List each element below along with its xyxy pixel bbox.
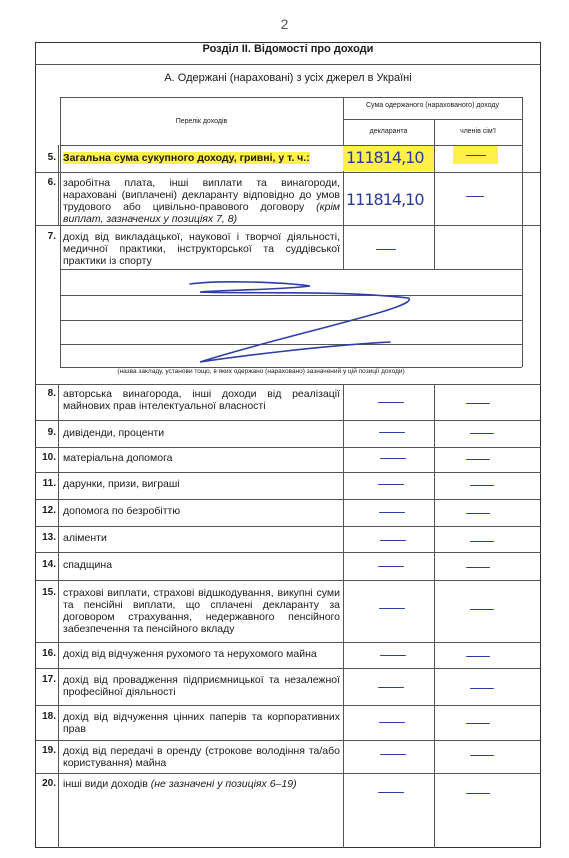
row-number: 11. [42, 478, 56, 489]
salary-income-label: заробітна плата, інші виплати та винагороди, нараховані (виплачені) декларанту відповідно до умов трудового або цивільно-правового договору (крім виплат, зазначених у позиціях 7, 8) [63, 177, 340, 225]
row-number: 7. [47, 231, 56, 242]
row-number: 13. [42, 532, 56, 543]
divider [434, 119, 435, 269]
declarant-teaching-dash [376, 249, 396, 250]
header-family-label: членів сім'ї [460, 128, 496, 135]
divider [35, 384, 541, 385]
family-dash [470, 541, 494, 542]
family-dash [466, 403, 490, 404]
header-amount-label: Сума одержаного (нарахованого) доходу [365, 102, 499, 109]
header-list-label: Перелік доходів [175, 118, 228, 125]
declarant-total-handwritten: 111814,10 [346, 148, 424, 167]
declarant-dash [378, 687, 404, 688]
row-number: 10. [42, 452, 56, 463]
divider [35, 668, 541, 669]
income-type-label: дохід від провадження підприємницької та незалежної професійної діяльності [63, 674, 340, 698]
declarant-dash [379, 608, 405, 609]
subsection-title: А. Одержані (нараховані) з усіх джерел в Україні [164, 72, 412, 84]
income-type-label: дохід від відчуження цінних паперів та корпоративних прав [63, 711, 340, 735]
institution-note: (назва закладу, установи тощо, в яких одержано (нараховано) зазначений у цій позиції доходи) [117, 368, 405, 375]
income-type-label: дивіденди, проценти [63, 427, 165, 439]
divider [35, 642, 541, 643]
divider [58, 384, 59, 848]
row-number: 17. [42, 674, 56, 685]
declarant-dash [379, 432, 405, 433]
teaching-income-label: дохід від викладацької, наукової і творчої діяльності, медичної практики, інструкторської та суддівської практики із спорту [63, 231, 340, 267]
family-dash [466, 793, 490, 794]
family-dash [470, 485, 494, 486]
row-number: 5. [47, 152, 56, 163]
declarant-dash [380, 655, 406, 656]
row-number: 8. [47, 388, 56, 399]
row-number: 19. [42, 745, 56, 756]
family-dash [466, 656, 490, 657]
row-number: 15. [42, 587, 56, 598]
row-number: 9. [47, 427, 56, 438]
income-type-label: дохід від передачі в оренду (строкове володіння та/або користування) майна [63, 745, 340, 769]
divider [60, 97, 61, 367]
income-type-label: інші види доходів (не зазначені у позиціях 6–19) [63, 778, 297, 790]
family-dash [470, 755, 494, 756]
income-type-label: дарунки, призи, виграші [63, 478, 180, 490]
divider [343, 384, 344, 848]
divider [60, 97, 522, 98]
divider [58, 145, 59, 225]
declarant-dash [378, 484, 404, 485]
income-type-label: страхові виплати, страхові відшкодування, викупні суми та пенсійні виплати, що сплачені декларанту за договором страхування, недержавного пенсійного забезпечення та пенсійного вкладу [63, 587, 340, 635]
divider [35, 580, 541, 581]
divider [35, 705, 541, 706]
row-number: 12. [42, 505, 56, 516]
row-number: 6. [47, 177, 56, 188]
declarant-dash [378, 402, 404, 403]
income-type-label: дохід від відчуження рухомого та нерухомого майна [63, 648, 317, 660]
declarant-dash [380, 754, 406, 755]
family-dash [466, 567, 490, 568]
divider [434, 384, 435, 848]
income-type-label: аліменти [63, 532, 107, 544]
divider [343, 119, 522, 120]
divider [35, 420, 541, 421]
divider [35, 447, 541, 448]
page-number: 2 [280, 16, 289, 32]
income-type-label: допомога по безробіттю [63, 505, 181, 517]
divider [35, 773, 541, 774]
family-dash [466, 723, 490, 724]
section-title: Розділ ІІ. Відомості про доходи [202, 43, 374, 55]
divider [60, 269, 522, 270]
divider [35, 552, 541, 553]
divider [35, 472, 541, 473]
family-dash [470, 688, 494, 689]
header-declarant-label: декларанта [369, 128, 408, 135]
divider [343, 97, 344, 269]
divider [35, 64, 541, 65]
declarant-dash [380, 540, 406, 541]
family-dash [470, 609, 494, 610]
row-number: 20. [42, 778, 56, 789]
divider [35, 499, 541, 500]
family-dash [470, 433, 494, 434]
strike-through-scribble [160, 276, 425, 368]
declarant-dash [379, 512, 405, 513]
declarant-dash [379, 722, 405, 723]
divider [522, 97, 523, 367]
row-number: 18. [42, 711, 56, 722]
divider [35, 526, 541, 527]
declarant-dash [378, 792, 404, 793]
declarant-salary-handwritten: 111814,10 [346, 190, 424, 209]
declarant-dash [380, 458, 406, 459]
declarant-dash [378, 566, 404, 567]
income-type-label: авторська винагорода, інші доходи від реалізації майнових прав інтелектуальної власності [63, 388, 340, 412]
family-dash [466, 459, 490, 460]
total-income-label: Загальна сума сукупного доходу, гривні, у т. ч.: [63, 152, 310, 164]
row-number: 14. [42, 559, 56, 570]
income-type-label: матеріальна допомога [63, 452, 173, 464]
divider [35, 225, 541, 226]
row-number: 16. [42, 648, 56, 659]
income-type-label: спадщина [63, 559, 113, 571]
divider [35, 172, 541, 173]
family-total-dash [466, 155, 486, 156]
family-dash [466, 513, 490, 514]
family-salary-dash [466, 196, 484, 197]
divider [35, 740, 541, 741]
